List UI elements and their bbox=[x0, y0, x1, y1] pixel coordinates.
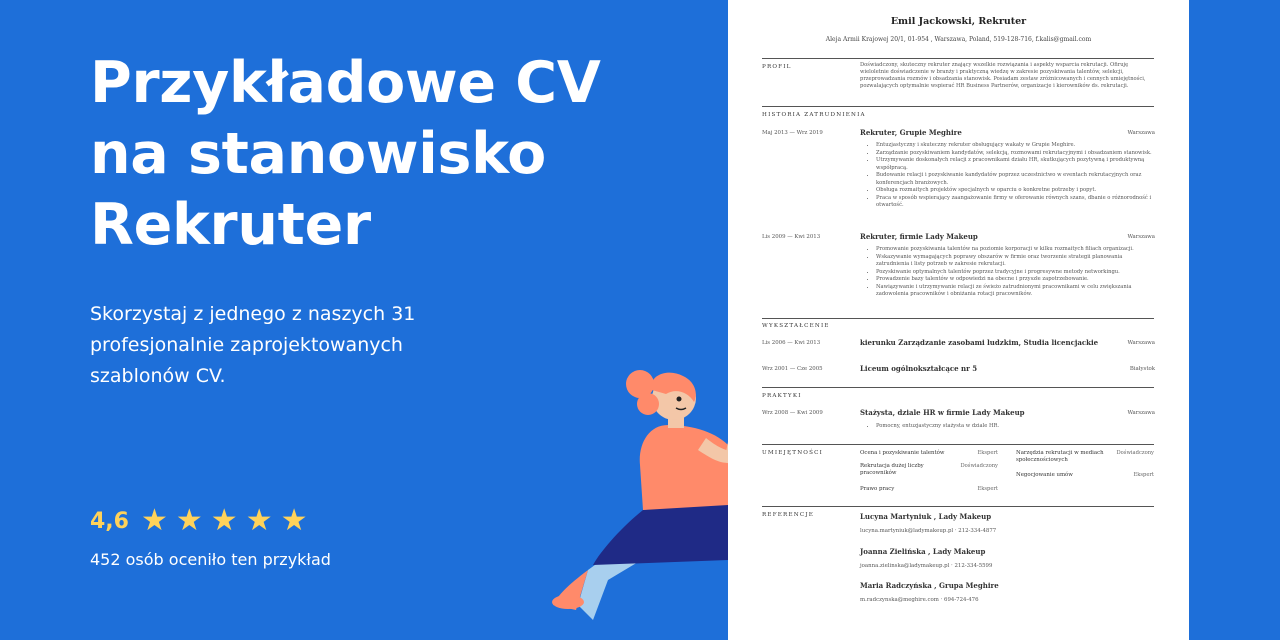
edu-title: Liceum ogólnokształcące nr 5 bbox=[860, 364, 978, 373]
edu-location: Białystok bbox=[1129, 366, 1155, 372]
profile-text: Doświadczony, skuteczny rekruter znający wszelkie rozwiązania i aspekty wsparcia rekrutacji. Ofiruję wieloletnie doświadczenie w branży i praktyczną wiedzę w zakresie pozyskiwania talentów, selekcji, przeprowadzania rozmów i obsadzania stanowisk. Posiadam zestaw zróżnicowanych i cennych umiejętności, pozwalających optymalnie wspierać HR Business Partnerów, organizacje i kierowników ds. rekrutacji. bbox=[860, 62, 1146, 89]
skill-level: Ekspert bbox=[1133, 472, 1154, 478]
reference-contact: m.radczynska@meghire.com · 694-724-476 bbox=[860, 597, 979, 603]
job-bullets bbox=[868, 142, 1156, 210]
skill-level: Ekspert bbox=[977, 450, 998, 456]
divider bbox=[762, 387, 1154, 388]
woman-illustration bbox=[548, 370, 748, 620]
divider bbox=[762, 106, 1154, 107]
divider bbox=[762, 318, 1154, 319]
internship-title: Stażysta, dziale HR w firmie Lady Makeup bbox=[860, 408, 1025, 417]
list-item: • Nawiązywanie i utrzymywanie relacji ze świeżo zatrudnionymi pracownikami w celu zwiększania zadowolenia pracowników i obniżania rotacji pracowników. bbox=[876, 284, 1156, 298]
job-location: Warszawa bbox=[1127, 130, 1155, 136]
hero bbox=[90, 48, 690, 392]
section-heading-references: REFERENCJE bbox=[762, 512, 815, 518]
reference-name: Maria Radczyńska , Grupa Meghire bbox=[860, 581, 999, 590]
list-item: • Utrzymywanie doskonałych relacji z pracownikami działu HR, skutkujących pozytywną i produktywną współpracą. bbox=[876, 157, 1156, 171]
internship-location: Warszawa bbox=[1127, 410, 1155, 416]
resume-preview[interactable] bbox=[728, 0, 1189, 640]
section-heading-education: WYKSZTAŁCENIE bbox=[762, 323, 830, 329]
section-heading-skills: UMIEJĘTNOŚCI bbox=[762, 450, 823, 456]
rating-score: 4,6 bbox=[90, 508, 129, 534]
edu-title: kierunku Zarządzanie zasobami ludzkim, Studia licencjackie bbox=[860, 338, 1099, 347]
internship-dates: Wrz 2008 — Kwi 2009 bbox=[762, 410, 823, 416]
reference-name: Lucyna Martyniuk , Lady Makeup bbox=[860, 512, 992, 521]
skill-level: Doświadczony bbox=[960, 463, 998, 469]
list-item: • Zarządzanie pozyskiwaniem kandydatów, selekcją, rozmowami rekrutacyjnymi i obsadzaniem stanowisk. bbox=[876, 150, 1156, 157]
rating-row bbox=[90, 503, 331, 538]
rating bbox=[90, 503, 331, 569]
skill-name: Negocjowanie umów bbox=[1016, 472, 1073, 478]
divider bbox=[762, 444, 1154, 445]
star-icon[interactable]: ★ bbox=[210, 503, 238, 538]
skill-name: Ocena i pozyskiwanie talentów bbox=[860, 450, 945, 456]
hero-subtitle: Skorzystaj z jednego z naszych 31 profesjonalnie zaprojektowanych szablonów CV. bbox=[90, 303, 416, 387]
list-item: • Praca w sposób wspierający zaangażowanie firmy w oferowanie równych szans, dbanie o różnorodność i otwartość. bbox=[876, 195, 1156, 209]
job-title: Rekruter, firmie Lady Makeup bbox=[860, 232, 978, 241]
star-icon[interactable]: ★ bbox=[140, 503, 168, 538]
list-item: • Obsługa rozmaitych projektów specjalnych w oparciu o konkretne potrzeby i popyt. bbox=[876, 187, 1156, 194]
resume-contact: Aleja Armii Krajowej 20/1, 01-954 , Warszawa, Poland, 519-128-716, f.kalis@gmail.com bbox=[825, 36, 1092, 43]
section-heading-internships: PRAKTYKI bbox=[762, 393, 802, 399]
list-item: • Entuzjastyczny i skuteczny rekruter obsługujący wakaty w Grupie Meghire. bbox=[876, 142, 1156, 149]
skill-level: Doświadczony bbox=[1116, 450, 1154, 456]
list-item: • Pozyskiwanie optymalnych talentów poprzez tradycyjne i progresywne metody networkingu. bbox=[876, 269, 1156, 276]
job-location: Warszawa bbox=[1127, 234, 1155, 240]
job-dates: Lis 2009 — Kwi 2013 bbox=[762, 234, 821, 240]
page-title: Przykładowe CV na stanowisko Rekruter bbox=[90, 50, 601, 258]
section-heading-history: HISTORIA ZATRUDNIENIA bbox=[762, 112, 866, 118]
reference-contact: joanna.zielinska@ladymakeup.pl · 212-334-5599 bbox=[860, 563, 993, 569]
skill-name: Narzędzia rekrutacji w mediach społecznościowych bbox=[1016, 450, 1104, 463]
edu-dates: Lis 2006 — Kwi 2013 bbox=[762, 340, 821, 346]
reference-name: Joanna Zielińska , Lady Makeup bbox=[860, 547, 986, 556]
reference-contact: lucyna.martyniuk@ladymakeup.pl · 212-334-4877 bbox=[860, 528, 997, 534]
star-icon[interactable]: ★ bbox=[245, 503, 273, 538]
star-icon[interactable]: ★ bbox=[175, 503, 203, 538]
skill-name: Prawo pracy bbox=[860, 486, 895, 492]
job-title: Rekruter, Grupie Meghire bbox=[860, 128, 962, 137]
section-heading-profile: PROFIL bbox=[762, 64, 792, 70]
edu-location: Warszawa bbox=[1127, 340, 1155, 346]
list-item: • Promowanie pozyskiwania talentów na poziomie korporacji w kilku rozmaitych filiach organizacji. bbox=[876, 246, 1156, 253]
list-item: • Pomocny, entuzjastyczny stażysta w dziale HR. bbox=[876, 423, 1156, 430]
skill-level: Ekspert bbox=[977, 486, 998, 492]
internship-bullets bbox=[868, 423, 1156, 431]
job-dates: Maj 2013 — Wrz 2019 bbox=[762, 130, 823, 136]
resume-name: Emil Jackowski, Rekruter bbox=[890, 16, 1027, 27]
list-item: • Prowadzenie bazy talentów w odpowiedzi na obecne i przyszłe zapotrzebowanie. bbox=[876, 276, 1156, 283]
job-bullets bbox=[868, 246, 1156, 299]
skill-name: Rekrutacja dużej liczby pracowników bbox=[860, 463, 924, 476]
list-item: • Wskazywanie wymagających poprawy obszarów w firmie oraz tworzenie strategii planowania zatrudnienia i listy potrzeb w zakresie rekrutacji. bbox=[876, 254, 1156, 268]
edu-dates: Wrz 2001 — Cze 2005 bbox=[762, 366, 823, 372]
rating-votes: 452 osób oceniło ten przykład bbox=[90, 550, 331, 569]
star-icon[interactable]: ★ bbox=[280, 503, 308, 538]
divider bbox=[762, 506, 1154, 507]
divider bbox=[762, 58, 1154, 59]
list-item: • Budowanie relacji i pozyskiwanie kandydatów poprzez uczestnictwo w eventach rekrutacyjnych oraz konferencjach branżowych. bbox=[876, 172, 1156, 186]
